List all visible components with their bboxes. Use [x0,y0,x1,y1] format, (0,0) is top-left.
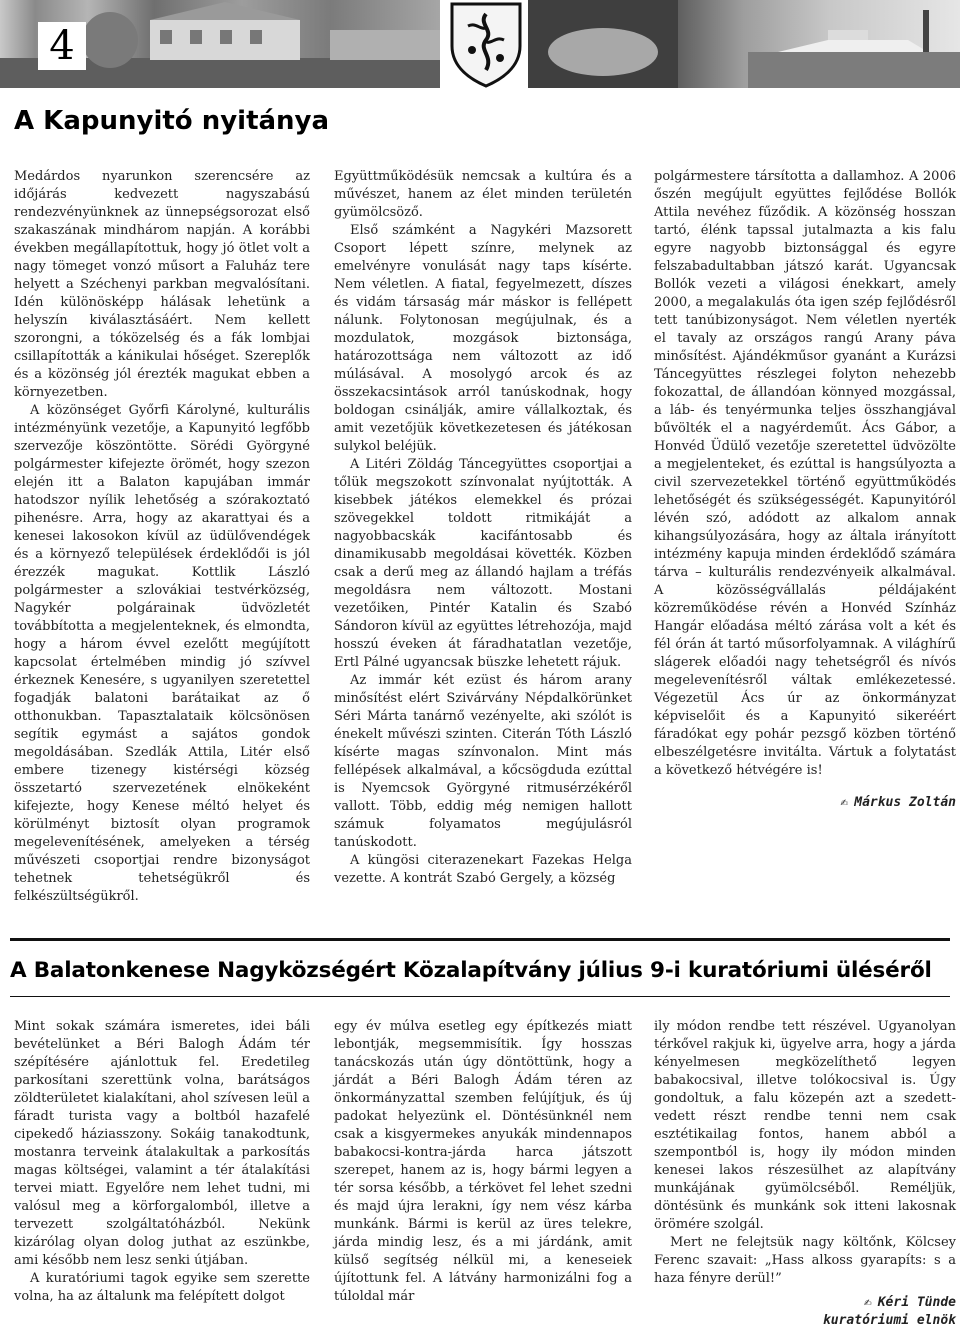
paragraph: Medárdos nyarunkon szerencsére az időjárás kedvezett nagyszabású rendezvényünknek az ünnepségsorozat első szakaszának mindhárom napján. A korábbi években megállapítottuk, hogy jó ötlet volt a nagy tömeget vonzó műsort a Faluház tere helyett a Széchenyi parkban megvalósítani. Idén különösképp hálásak lehetünk a helyszín kiválasztásáért. Nem kellett szorongni, a tóközelség és a fák lombjai csillapították a kánikulai hőséget. Szereplők és a közönség jól érezték magukat ebben a környezetben. [14,169,310,400]
article-title: A Kapunyitó nyitánya [14,106,330,136]
paragraph: A Litéri Zöldág Táncegyüttes csoportjai a tőlük megszokott színvonalat nyújtották. A kisebbek játékos elemekkel és prózai szövegekkel toldott ritmikáját a nagyobbacskák kacifántosabb és dinamikusabb megoldásai követték. Közben csak a derű meg az állandó hajlam a tréfás megoldásra nem változott. Mostani vezetőiken, Pintér Katalin és Szabó Sándoron kívül az együttes létrehozója, majd hosszú éveken át fáradhatatlan vezetője, Ertl Pálné ugyancsak büszke lehetett rájuk. [334,457,632,670]
paragraph: Mert ne felejtsük nagy költőnk, Kölcsey Ferenc szavait: „Hass alkoss gyarapíts: s a haza fényre derül!” [654,1235,956,1286]
paragraph: Együttműködésük nemcsak a kultúra és a művészet, hanem az élet minden területén gyümölcsöző. [334,169,632,220]
article-column-1 [14,168,310,906]
article-column-3 [654,168,956,812]
paragraph: polgármestere társította a dallamhoz. A 2006 őszén megújult együttes fejlődése Bollók Attila nevéhez fűződik. A közönség hosszan tartó, élénk tapssal jutalmazta a kis falu egyre nagyobb biztonsággal és egyre felszabadultabban játszó karát. Ugyancsak Bollók vezeti a világosi énekkart, amely 2000, a megalakulás óta igen szép fejlődésről tett tanúbizonyságot. Nem véletlen nyerték el tavaly az országos rangú Arany páva minősítést. Ajándékműsor gyanánt a Kurázsi Táncegyüttes részlegei folyton nehezebb fokozattal, de állandóan könnyed mozgással, a láb- és tenyérmunka teljes összhangjával bűvölték el a nagyérdeműt. Ács Gábor, a Honvéd Üdülő vezetője szeretettel üdvözölte a megjelenteket, és ezúttal is hangsúlyozta a civil szervezetekkel történő együttműködés lehetőségét és szükségességét. Kapunyitóról lévén szó, adódott az alkalom annak kihangsúlyozására, hogy az általa irányított intézmény kapuja minden érdeklődő számára tárva – kulturális rendezvényeik alkalmával. A közösségvállalás példájaként közreműködése révén a Honvéd Színház Hangár előadása méltó zárása volt a két és fél órán át tartó műsorfolyamnak. A világhírű slágerek előadói nagy tehetségről és nívós megelevenítésről váltak emlékezetessé. Végezetül Ács úr az önkormányzat képviselőit és a Kapunyitó sikeréért fáradókat egy pohár pezsgő közben történő elbeszélgetésre invitálta. Vártuk a folytatást a következő hétvégére is! [654,169,956,778]
paragraph: ily módon rendbe tett részével. Ugyanolyan térkővel rakjuk ki, ügyelve arra, hogy a járda kényelmesen megközelíthető legyen babakocsival, illetve tolókocsival is. Úgy gondoltuk, a falu közepén azt a szedett-vedett részt rendbe tenni nem csak esztétikailag fontos, hanem abból a szempontból is, hogy ily módon minden kenesei lakos részesülhet az alapítvány munkájának gyümölcséből. Reméljük, döntésünk és munkánk sok itteni lakosnak örömére szolgál. [654,1019,956,1232]
page-header [0,0,960,92]
paragraph: A kuratóriumi tagok egyike sem szerette volna, ha az általunk ma felépített dolgot [14,1271,310,1304]
town-crest-icon [448,0,524,88]
paragraph: A küngösi citerazenekart Fazekas Helga vezette. A kontrát Szabó Gergely, a község [334,853,632,886]
paragraph: Mint sokak számára ismeretes, idei báli bevételünket a Béri Balogh Ádám tér szépítésére ajánlottuk fel. Eredetileg parkosítani szerettünk volna, barátságos zöldterületet kialakítani, ahol szívesen leül a fáradt turista vagy a boltból hazafelé cipekedő háziasszony. Sokáig tanakodtunk, mostanra terveink átalakultak a parkosítás magas költségei, valamint a tér átalakítási tervei miatt. Egyelőre nem lehet tudni, mi valósul meg a körforgalomból, illetve a tervezett szolgáltatóházból. Nekünk kizárólag olyan dolog juthat az eszünkbe, ami később nem lesz senki útjában. [14,1019,310,1268]
author-name: Márkus Zoltán [854,795,956,810]
article-title: A Balatonkenese Nagyközségért Közalapítvány július 9-i kuratóriumi üléséről [10,958,932,983]
article-column-3 [654,1018,956,1330]
pen-icon: ✍ [840,795,849,810]
paragraph: A közönséget Győrfi Károlyné, kulturális intézményünk vezetője, a Kapunyitó legfőbb szervezője köszöntötte. Sörédi Györgyné polgármester kifejezte örömét, hogy szezon elején itt a Balaton kapujában immár hatodszor nyílik lehetőség a szórakoztató pihenésre. Arra, hogy az akarattyai és a kenesei lakosokon kívül az üdülővendégek és a környező települések érdeklődői is jól érezzék magukat. Kottlik László polgármester a szlovákiai testvérközség, Nagykér polgárainak üdvözletét továbbította a megjelenteknek, és elmondta, hogy a három évvel ezelőtt megújított kapcsolat értelmében mindig jó szívvel érkeznek Kenesére, s ugyanilyen szeretettel fogadják balatoni barátaikat az ő otthonukban. Tapasztalataik kölcsönösen segítik egymást a sajátos gondok megoldásában. Szedlák Attila, Litér első embere tizenegy kistérségi község összetartó szervezetének elnökeként kifejezte, hogy Kenese méltó helyet és körülményt biztosít olyan programok megelevenítésének, amelyeken a térség művészeti csoportjai rendre bizonyságot tehetnek tehetségükről és felkészültségükről. [14,403,310,904]
header-landscape-right [528,0,960,88]
article-column-1 [14,1018,310,1306]
page-number: 4 [38,22,86,70]
paragraph: Első számként a Nagykéri Mazsorett Csoport lépett színre, melynek az emelvényre vonulását nagy taps kísérte. Nem véletlen. A fiatal, fegyelmezett, díszes és vidám társaság már máskor is fellépett nálunk. Folytonosan megújulnak, és a mozdulatok, mozgások biztonsága, határozottsága nem változott az idő múlásával. A mosolygó arcok és az összekacsintások arról tanúskodnak, hogy boldogan csinálják, amire vállalkoztak, és amit vezetőjük következetesen és játékosan sulykol beléjük. [334,223,632,454]
author-signature [654,794,956,812]
pen-icon: ✍ [863,1295,872,1310]
paragraph: Az immár két ezüst és három arany minősítést elért Szivárvány Népdalkörünket Séri Márta tanárnő vezényelte, aki szólót is énekelt művészi szinten. Citerán Tóth László kísérte magas színvonalon. Mint más fellépések alkalmával, a kőcsögduda ezúttal is Nyemcsok Györgyné ritmusérzékéről vallott. Több, eddig még nemigen hallott számuk folyamatos megújulásról tanúskodott. [334,673,632,850]
article-column-2 [334,1018,632,1306]
header-photo-right [528,0,960,88]
author-signature [654,1294,956,1312]
section-divider [10,938,950,941]
author-name: Kéri Tünde [877,1295,956,1310]
author-role: kuratóriumi elnök [822,1313,956,1328]
paragraph: egy év múlva esetleg egy építkezés miatt lebontják, megsemmisítik. Így hosszas tanácskozás után úgy döntöttünk, hogy a járdát a Béri Balogh Ádám téren az önkormányzattal szemben felújítjuk, és új padokat helyezünk el. Döntésünknél nem csak a kisgyermekes anyukák mindennapos babakocsi-kontra-járda harca játszott szerepet, hanem az is, hogy bármi legyen a tér sorsa később, a térkövet fel lehet szedni és majd újra lerakni, így nem vész kárba munkánk. Bármi is kerül az üres telekre, járda mindig lesz, és a mi járdánk, amit külső segítség nélkül mi, a keneseiek újítottunk fel. A látvány harmonizálni fog a túloldal már [334,1019,632,1304]
title-underline [10,996,950,997]
article-column-2 [334,168,632,888]
